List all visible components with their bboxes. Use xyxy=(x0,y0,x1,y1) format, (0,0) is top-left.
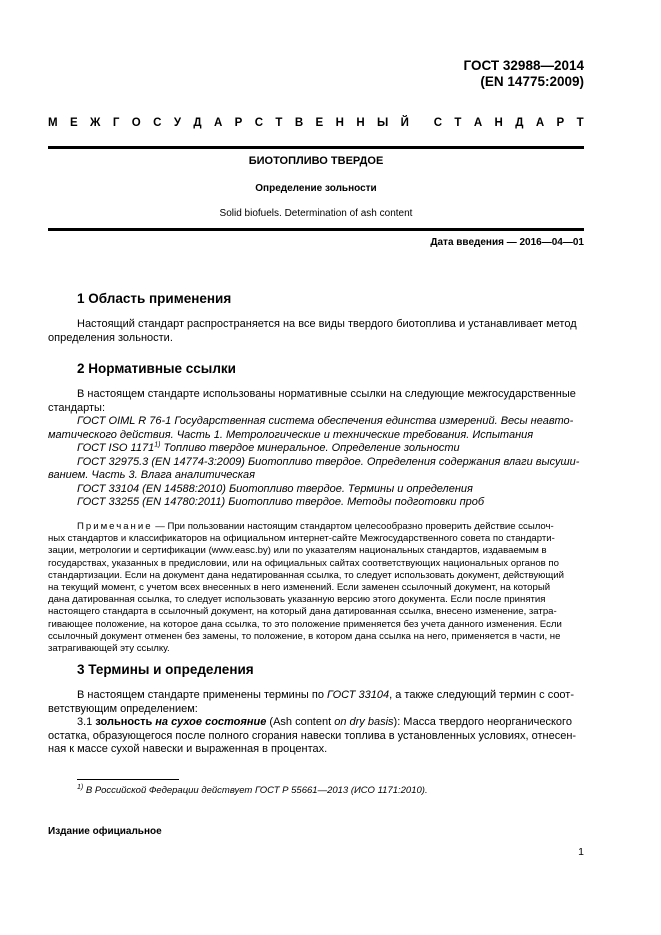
note-line-5: на текущий момент, с учетом всех внесенных в него изменений. Если заменен ссылочный документ, на который xyxy=(48,582,551,594)
standard-kind-letter: Ы xyxy=(377,117,389,129)
note-line-10: затрагивающей эту ссылку. xyxy=(48,643,170,655)
term-name-italic: на сухое состояние xyxy=(152,716,267,728)
term-number: 3.1 xyxy=(77,716,96,728)
note-line-7: настоящего стандарта в ссылочный документ, на который дана датированная ссылка, внесено изменение, затра- xyxy=(48,606,557,618)
standard-kind-letter: Т xyxy=(576,117,584,129)
section3-intro-line1 xyxy=(77,689,584,703)
edition-label: Издание официальное xyxy=(48,826,162,837)
reference-oiml-line2: матического действия. Часть 1. Метрологические и технические требования. Испытания xyxy=(48,428,534,441)
footnote-rule xyxy=(77,779,179,780)
note-line-2: зации, метрологии и сертификации (www.easc.by) или по указателям национальных стандартов, издаваемым в xyxy=(48,545,547,557)
note-line-4: стандартизации. Если на документ дана недатированная ссылка, то следует использовать документ, действующий xyxy=(48,569,564,581)
subtitle-ru: Определение зольности xyxy=(255,183,377,194)
reference-33104: ГОСТ 33104 (EN 14588:2010) Биотопливо твердое. Термины и определения xyxy=(77,482,473,495)
section1-text xyxy=(48,318,584,345)
term-definition-line2: остатка, образующегося после полного сгорания навески топлива в установленных условиях, отнесен- xyxy=(48,729,577,742)
standard-kind-letter: У xyxy=(173,117,181,129)
term-definition-line3: ная к массе сухой навески и выраженная в процентах. xyxy=(48,743,328,755)
standard-kind-letter: А xyxy=(473,117,483,129)
section2-heading: 2 Нормативные ссылки xyxy=(77,361,236,376)
intro-date: Дата введения — 2016—04—01 xyxy=(430,237,584,248)
footnote-ref-mark: 1) xyxy=(154,441,161,449)
standard-kind-letter: С xyxy=(433,117,443,129)
section3-intro-ref: ГОСТ 33104 xyxy=(327,689,390,701)
standard-kind-letter: В xyxy=(294,117,304,129)
section2-body xyxy=(48,388,584,510)
section2-note xyxy=(48,521,584,655)
standard-kind-letter: Д xyxy=(515,117,524,129)
section1-line1: Настоящий стандарт распространяется на все виды твердого биотоплива и устанавливает метод xyxy=(77,318,577,330)
standard-kind-letter: Д xyxy=(193,117,202,129)
section3-intro-a: В настоящем стандарте применены термины по xyxy=(77,689,327,701)
term-en-italic: on dry basis xyxy=(334,716,394,728)
note-line-3: государствах, указанных в предисловии, или на официальных сайтах соответствующих национальных органов по xyxy=(48,557,559,569)
standard-kind-letter: Т xyxy=(454,117,462,129)
standard-kind-letter: Е xyxy=(315,117,324,129)
standard-kind-letter: Н xyxy=(335,117,344,129)
note-line-9: ссылочный документ отменен без замены, то положение, в котором дана ссылка на него, применяется в части, не xyxy=(48,630,561,642)
reference-iso1171 xyxy=(77,442,584,456)
standard-kind-letter: Й xyxy=(400,117,409,129)
standard-kind-letter: А xyxy=(535,117,545,129)
standard-kind-letter: Е xyxy=(69,117,78,129)
top-rule xyxy=(48,146,584,149)
standard-kind-letter: С xyxy=(153,117,162,129)
term-en-b: ): Масса твердого неорганического xyxy=(393,716,572,728)
section1-heading: 1 Область применения xyxy=(77,291,232,306)
reference-32975-line2: ванием. Часть 3. Влага аналитическая xyxy=(48,469,255,481)
reference-33255: ГОСТ 33255 (EN 14780:2011) Биотопливо твердое. Методы подготовки проб xyxy=(77,496,485,508)
footnote xyxy=(77,785,428,796)
reference-oiml-line1: ГОСТ OIML R 76-1 Государственная система обеспечения единства измерений. Весы неавто- xyxy=(77,415,574,427)
standard-kind-letter: Г xyxy=(112,117,120,129)
title-ru: БИОТОПЛИВО ТВЕРДОЕ xyxy=(248,155,384,167)
en-code: (EN 14775:2009) xyxy=(480,74,584,89)
term-en-a: (Ash content xyxy=(266,716,335,728)
standard-kind-letter: Н xyxy=(356,117,365,129)
footnote-text: В Российской Федерации действует ГОСТ Р 55661—2013 (ИСО 1171:2010). xyxy=(83,785,428,796)
section2-intro-line2: стандарты: xyxy=(48,401,106,414)
section1-line2: определения зольности. xyxy=(48,331,173,344)
footnote-mark: 1) xyxy=(77,783,84,791)
section3-intro-line2: ветствующим определением: xyxy=(48,702,198,715)
reference-32975-line1: ГОСТ 32975.3 (EN 14774-3:2009) Биотопливо твердое. Определения содержания влаги высуши- xyxy=(77,455,580,468)
term-definition-line1 xyxy=(77,716,584,730)
term-name: зольность xyxy=(95,716,153,728)
standard-kind-letter: О xyxy=(131,117,141,129)
standard-kind-letter: Р xyxy=(234,117,243,129)
note-line-1: ных стандартов и классификаторов на официальном интернет-сайте Межгосударственного совета по стандарти- xyxy=(48,533,555,545)
reference-iso1171-code: ГОСТ ISO 1171 xyxy=(77,442,155,454)
reference-iso1171-title: Топливо твердое минеральное. Определение зольности xyxy=(160,442,460,454)
standard-kind-letter: Т xyxy=(275,117,283,129)
title-en: Solid biofuels. Determination of ash content xyxy=(219,208,413,219)
standard-kind-heading xyxy=(48,117,584,129)
note-line-0: — При пользовании настоящим стандартом целесообразно проверить действие ссылоч- xyxy=(152,521,554,532)
note-line-6: дана датированная ссылка, то следует использовать указанную версию этого документа. Если после принятия xyxy=(48,594,546,606)
section2-intro-line1: В настоящем стандарте использованы нормативные ссылки на следующие межгосударственные xyxy=(77,388,576,400)
standard-kind-letter: Ж xyxy=(90,117,101,129)
section3-intro-b: , а также следующий термин с соот- xyxy=(389,689,575,701)
document-code xyxy=(464,58,584,90)
section3-heading: 3 Термины и определения xyxy=(77,662,254,677)
page-number: 1 xyxy=(578,846,584,858)
title-bottom-rule xyxy=(48,228,584,231)
standard-kind-letter: М xyxy=(48,117,58,129)
standard-kind-letter: Р xyxy=(556,117,565,129)
section3-body xyxy=(48,689,584,757)
standard-kind-letter: С xyxy=(254,117,264,129)
note-line-8: гивающее положение, на которое дана ссылка, то это положение применяется без учета данного изменения. Если xyxy=(48,618,562,630)
standard-kind-letter: А xyxy=(213,117,223,129)
standard-kind-letter: Н xyxy=(494,117,503,129)
note-label: Примечание xyxy=(77,521,153,532)
note-line xyxy=(77,521,584,533)
gost-code: ГОСТ 32988—2014 xyxy=(463,58,584,73)
